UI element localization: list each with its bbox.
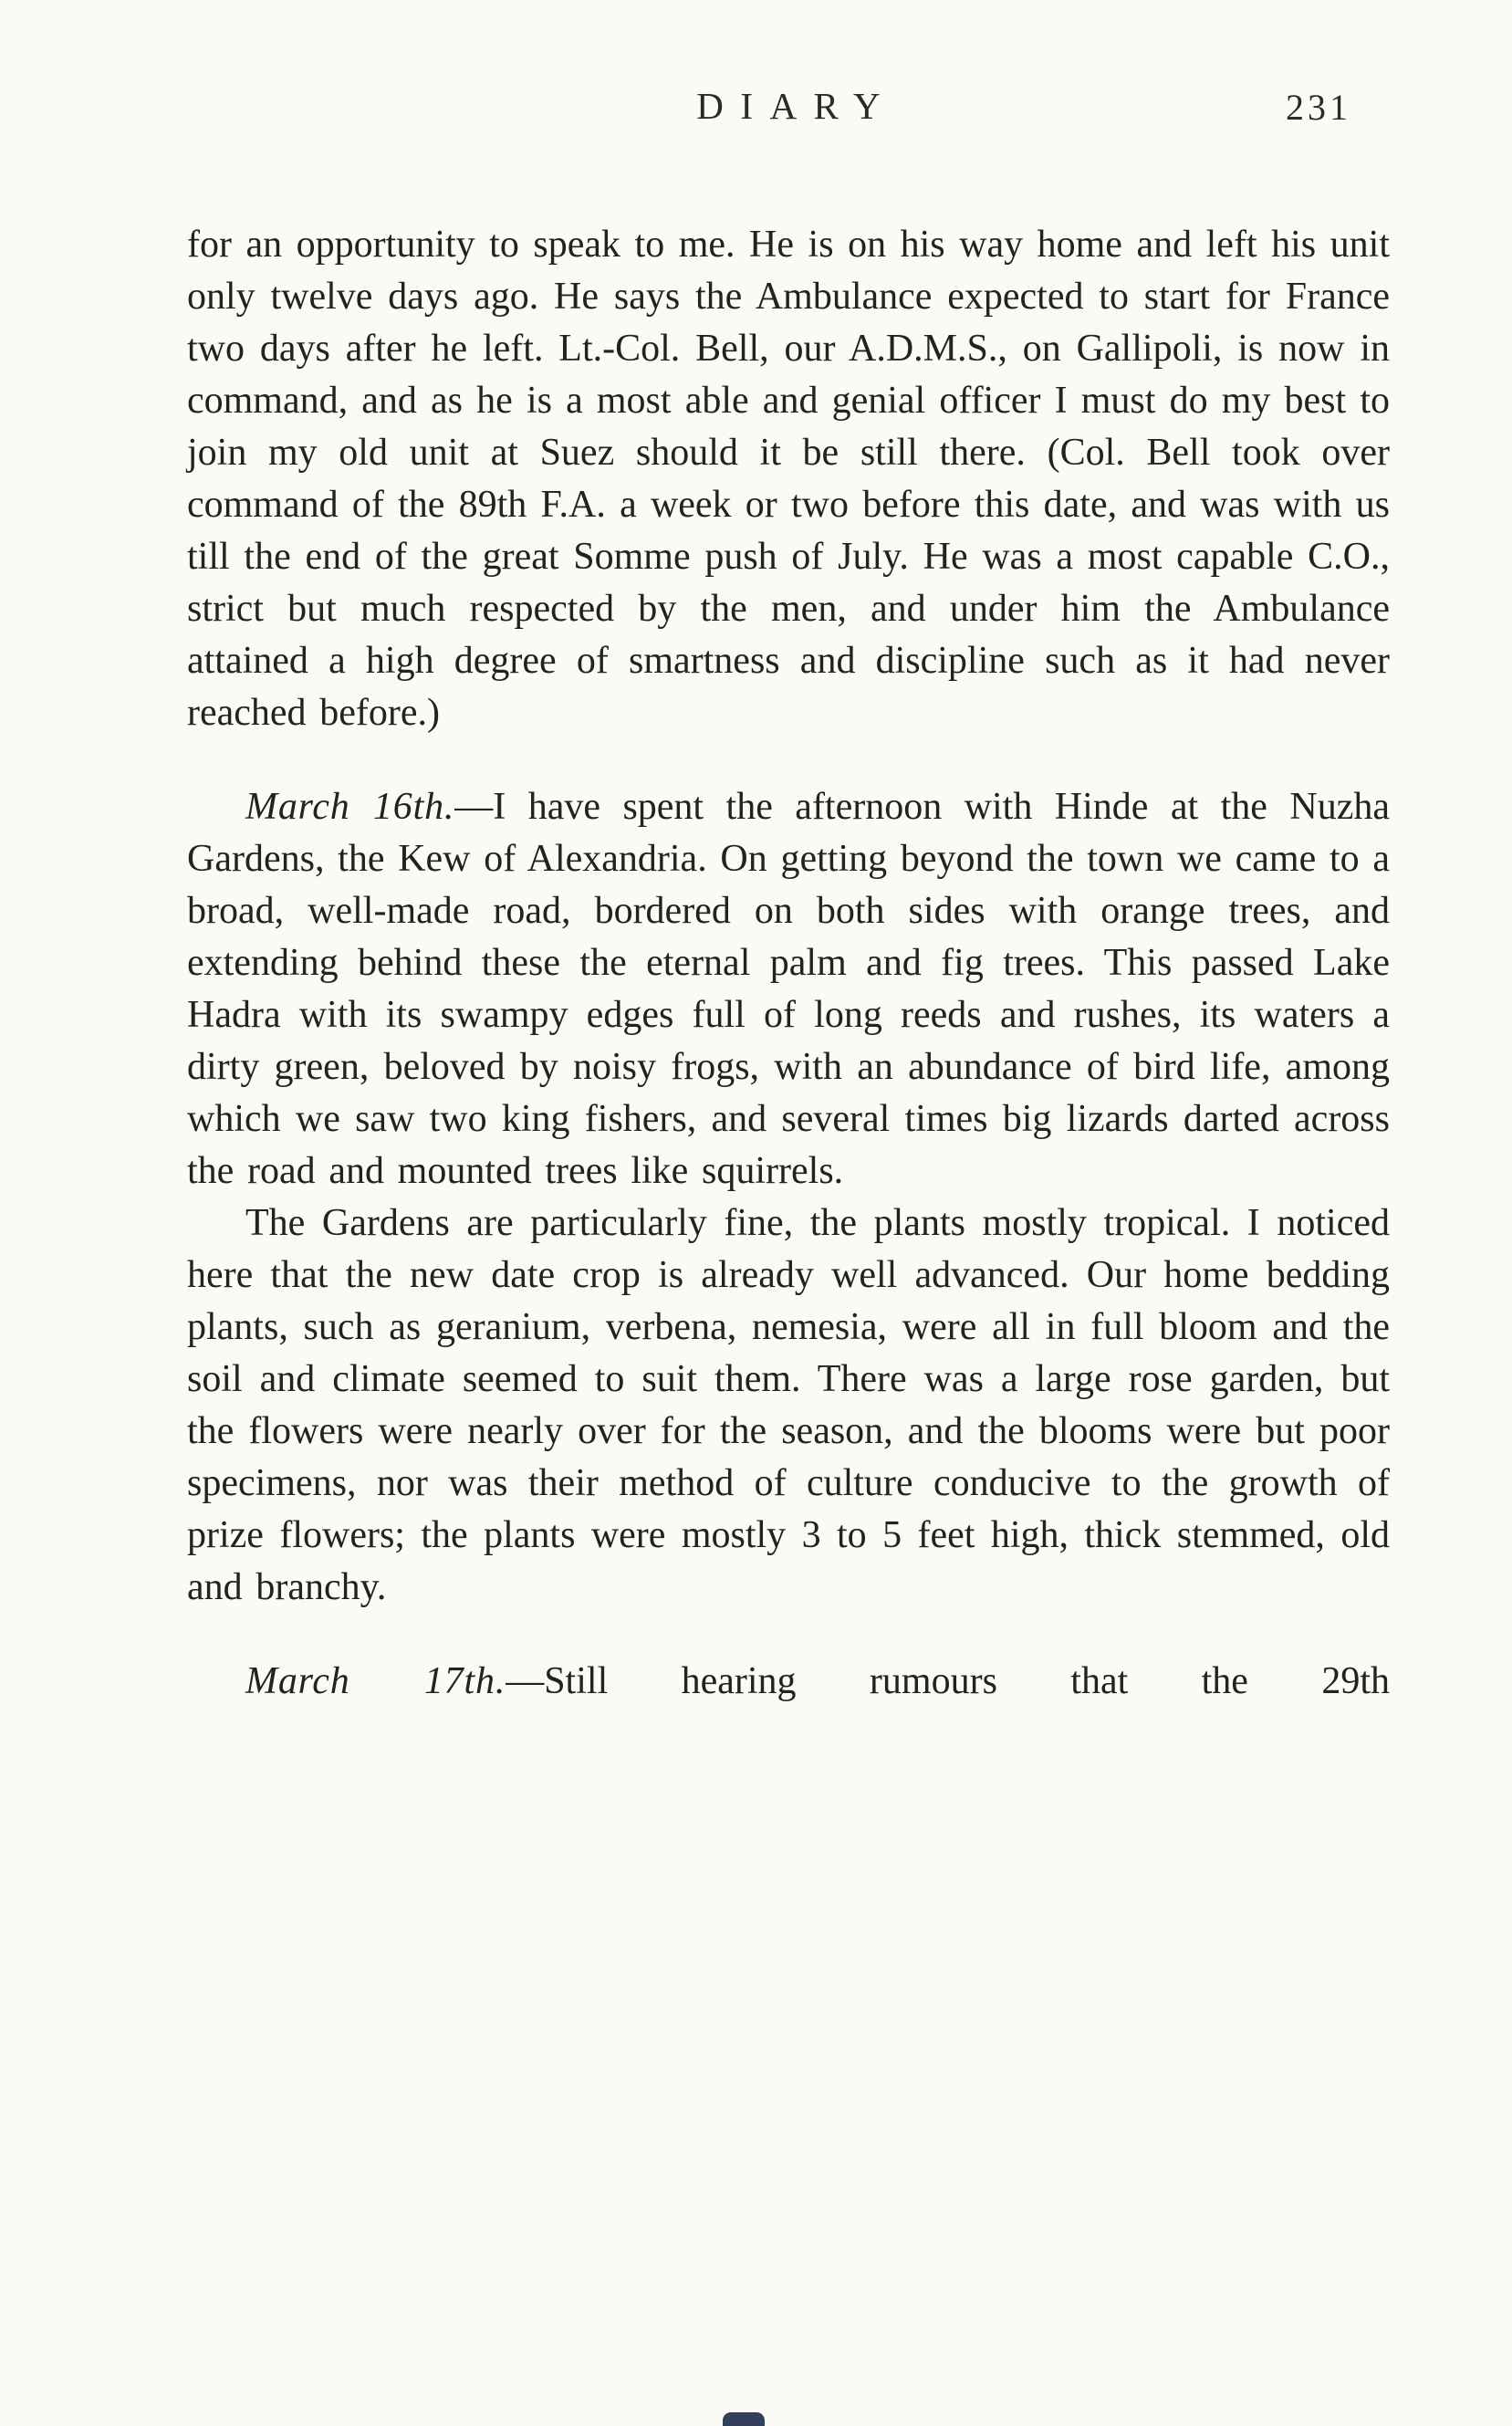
paragraph-text: —Still hearing rumours that the 29th xyxy=(506,1660,1390,1702)
ink-stamp-mark xyxy=(723,2412,765,2426)
paragraph xyxy=(187,781,1390,1197)
paragraph xyxy=(187,219,1390,739)
running-head xyxy=(187,84,1390,137)
paragraph xyxy=(187,1197,1390,1614)
paragraph xyxy=(187,1656,1390,1708)
page-number: 231 xyxy=(1286,87,1351,128)
paragraph-lead: March 17th. xyxy=(245,1660,506,1702)
paragraph-lead: March 16th. xyxy=(245,786,455,828)
paragraph-text: —I have spent the afternoon with Hinde at the Nuzha Gardens, the Kew of Alexandria. On getting beyond the town we came to a broad, well-made road, bordered on both sides with orange trees, and extending behind these the eternal palm and fig trees. This passed Lake Hadra with its swampy edges full of long reeds and rushes, its waters a dirty green, beloved by noisy frogs, with an abundance of bird life, among which we saw two king fishers, and several times big lizards darted across the road and mounted trees like squirrels. xyxy=(187,786,1390,1192)
text-block xyxy=(187,84,1390,1708)
body-text xyxy=(187,219,1390,1708)
paragraph-text: for an opportunity to speak to me. He is on his way home and left his unit only twelve days ago. He says the Ambulance expected to start for France two days after he left. Lt.-Col. Bell, our A.D.M.S., on Gallipoli, is now in command, and as he is a most able and genial officer I must do my best to join my old unit at Suez should it be still there. (Col. Bell took over command of the 89th F.A. a week or two before this date, and was with us till the end of the great Somme push of July. He was a most capable C.O., strict but much respected by the men, and under him the Ambulance attained a high degree of smartness and discipline such as it had never reached before.) xyxy=(187,224,1390,734)
paragraph-text: The Gardens are particularly fine, the plants mostly tropical. I noticed here that the new date crop is already well advanced. Our home bedding plants, such as geranium, verbena, nemesia, were all in full bloom and the soil and climate seemed to suit them. There was a large rose garden, but the flowers were nearly over for the season, and the blooms were but poor specimens, nor was their method of culture conducive to the growth of prize flowers; the plants were mostly 3 to 5 feet high, thick stemmed, old and branchy. xyxy=(187,1202,1390,1608)
running-title: DIARY xyxy=(696,85,898,127)
